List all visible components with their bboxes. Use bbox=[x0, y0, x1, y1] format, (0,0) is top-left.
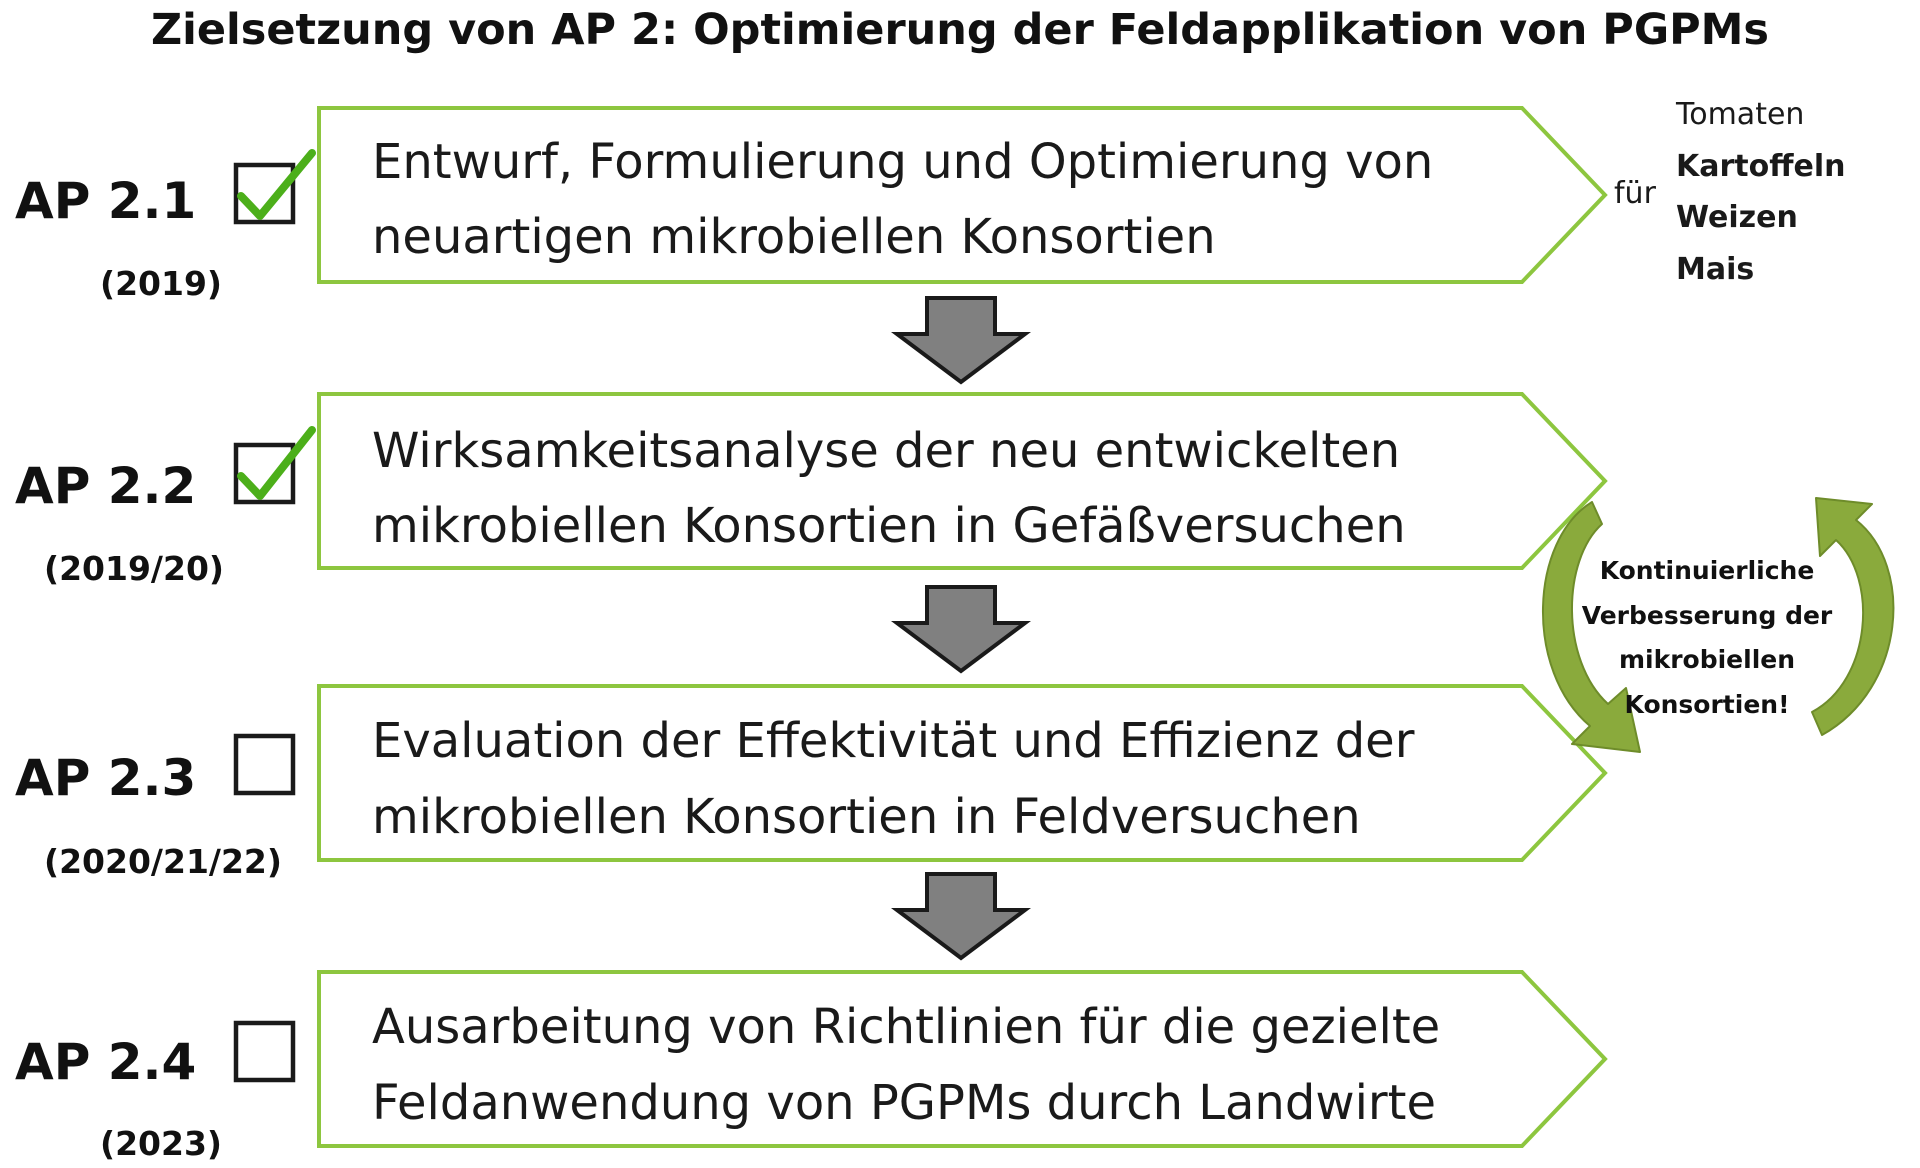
page-title: Zielsetzung von AP 2: Optimierung der Feldapplikation von PGPMs bbox=[150, 5, 1770, 55]
step-description-line-1: Ausarbeitung von Richtlinien für die gezielte bbox=[372, 999, 1441, 1055]
step-description-line-2: mikrobiellen Konsortien in Feldversuchen bbox=[372, 789, 1361, 845]
crop-item: Mais bbox=[1676, 252, 1755, 287]
step-ap-2-2 bbox=[15, 394, 1605, 588]
step-description-line-1: Evaluation der Effektivität und Effizienz der bbox=[372, 713, 1415, 769]
checkbox-unchecked bbox=[236, 736, 293, 793]
step-ap-2-3 bbox=[15, 686, 1605, 881]
cycle-text-line: mikrobiellen bbox=[1618, 645, 1796, 674]
crops-annotation bbox=[1614, 97, 1846, 287]
step-year: (2023) bbox=[100, 1124, 223, 1163]
step-label: AP 2.2 bbox=[15, 457, 197, 515]
step-description-line-1: Wirksamkeitsanalyse der neu entwickelten bbox=[372, 423, 1401, 479]
step-year: (2019) bbox=[100, 264, 223, 303]
improvement-cycle bbox=[1543, 498, 1893, 752]
crops-prefix: für bbox=[1614, 176, 1656, 211]
step-description-line-2: mikrobiellen Konsortien in Gefäßversuchen bbox=[372, 498, 1406, 554]
crop-item: Tomaten bbox=[1676, 97, 1805, 132]
checkbox-unchecked bbox=[236, 1023, 293, 1080]
step-description-line-2: Feldanwendung von PGPMs durch Landwirte bbox=[372, 1075, 1436, 1131]
down-arrow-icon bbox=[897, 587, 1025, 671]
step-label: AP 2.4 bbox=[15, 1033, 197, 1091]
checkbox-checked bbox=[236, 430, 312, 502]
crop-item: Kartoffeln bbox=[1676, 149, 1846, 184]
cycle-text-line: Kontinuierliche bbox=[1599, 556, 1815, 585]
step-year: (2020/21/22) bbox=[44, 842, 282, 881]
cycle-text-line: Konsortien! bbox=[1624, 690, 1790, 719]
step-description-line-2: neuartigen mikrobiellen Konsortien bbox=[372, 209, 1216, 265]
checkbox-square bbox=[236, 736, 293, 793]
cycle-text-line: Verbesserung der bbox=[1581, 601, 1833, 630]
checkbox-square bbox=[236, 1023, 293, 1080]
step-label: AP 2.3 bbox=[15, 749, 197, 807]
step-ap-2-4 bbox=[15, 972, 1605, 1163]
step-ap-2-1 bbox=[15, 108, 1605, 303]
checkbox-checked bbox=[236, 153, 312, 222]
down-arrow-icon bbox=[897, 298, 1025, 382]
step-description-line-1: Entwurf, Formulierung und Optimierung von bbox=[372, 134, 1434, 190]
step-label: AP 2.1 bbox=[15, 172, 197, 230]
crop-item: Weizen bbox=[1676, 200, 1798, 235]
step-year: (2019/20) bbox=[44, 549, 224, 588]
down-arrow-icon bbox=[897, 874, 1025, 958]
